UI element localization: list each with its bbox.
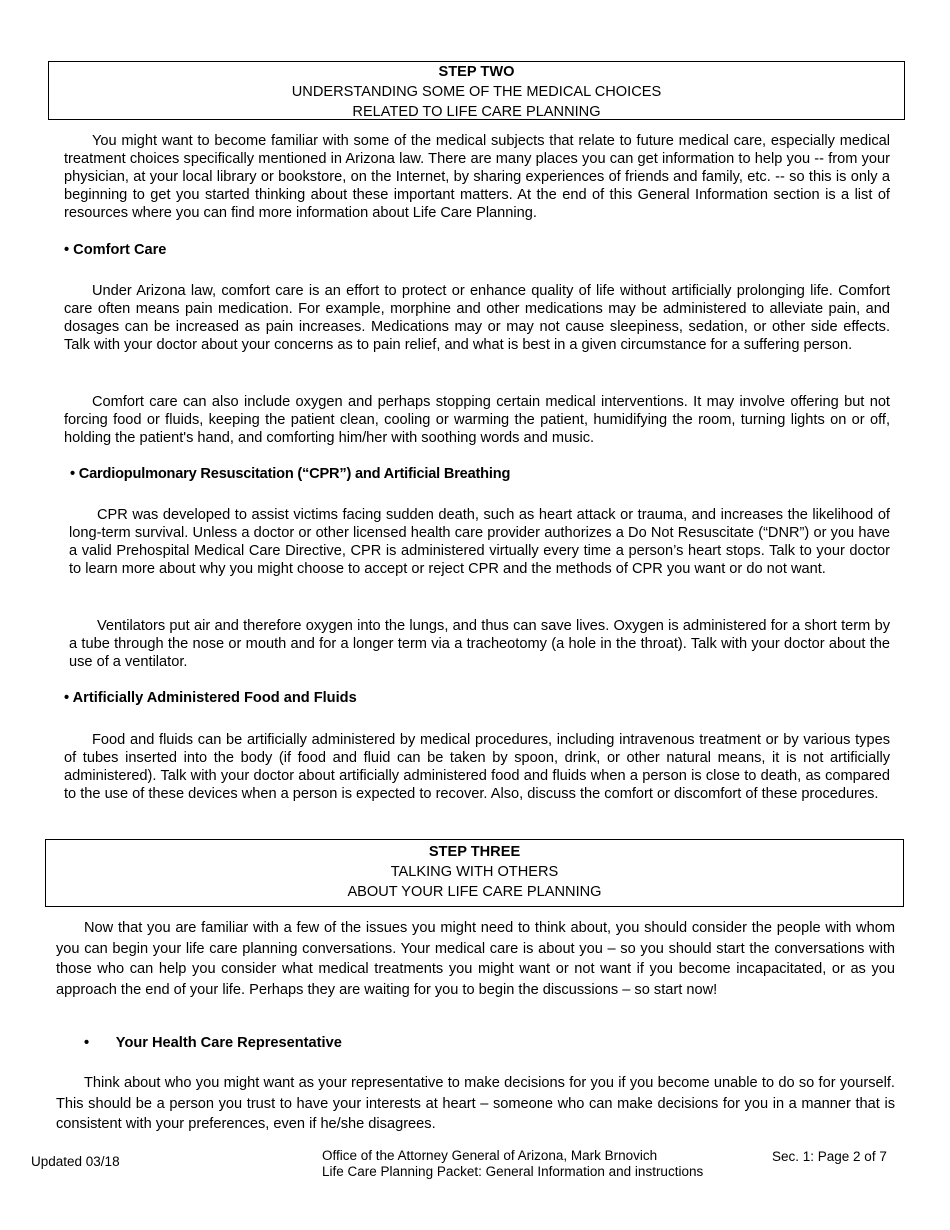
comfort-care-paragraph-2: Comfort care can also include oxygen and perhaps stopping certain medical interventions. It may involve offering but not forcing food or fluids, keeping the patient clean, cooling or warming the patient, humidifying the room, turning lights on or off, holding the patient's hand, and comforting him/her with soothing words and music. [64,394,890,446]
footer-packet-line: Life Care Planning Packet: General Information and instructions [322,1164,704,1179]
cpr-paragraph-2: Ventilators put air and therefore oxygen into the lungs, and thus can save lives. Oxygen is administered for a short term by a tube through the nose or mouth and for a longer term via a tracheotomy (a hole in the throat). Talk with your doctor about the use of a ventilator. [69,618,890,670]
step-two-title: STEP TWO [438,64,515,80]
food-fluids-paragraph: Food and fluids can be artificially administered by medical procedures, including intravenous treatment or by various types of tubes inserted into the body (if food and fluid can be taken by spoon, drink, or other natural means, it is not artificially administered). Talk with your doctor about artificially administered food and fluids when a person is close to death, as compared to the use of these devices when a person is expected to recover. Also, discuss the comfort or discomfort of these procedures. [64,732,890,802]
cpr-paragraph-1: CPR was developed to assist victims facing sudden death, such as heart attack or trauma, and increases the likelihood of long-term survival. Unless a doctor or other licensed health care provider authorizes a Do Not Resuscitate (“DNR”) or you have a valid Prehospital Medical Care Directive, CPR is administered virtually every time a person’s heart stops. Talk to your doctor to learn more about why you might choose to accept or reject CPR and the methods of CPR you want or do not want. [69,507,890,577]
footer-page-number: Sec. 1: Page 2 of 7 [772,1149,887,1164]
step-three-paragraph: Now that you are familiar with a few of the issues you might need to think about, you should consider the people with whom you can begin your life care planning conversations. Your medical care is about you – so you should start the conversations with those who can help you consider what medical treatments you might want or not want if you become incapacitated, or as you approach the end of your life. Perhaps they are waiting for you to begin the discussions – so start now! [56,920,895,998]
step-three-title: STEP THREE [428,844,521,860]
step-two-subtitle-line2: RELATED TO LIFE CARE PLANNING [352,104,601,120]
representative-heading: Your Health Care Representative [115,1035,342,1051]
intro-paragraph: You might want to become familiar with some of the medical subjects that relate to future medical care, especially medical treatment choices specifically mentioned in Arizona law. There are many places you can get information to help you -- from your physician, at your local library or bookstore, on the Internet, by sharing experiences of friends and family, etc. -- so this is only a beginning to get you started thinking about these important matters. At the end of this General Information section is a list of resources where you can find more information about Life Care Planning. [64,133,890,221]
footer-updated: Updated 03/18 [31,1154,120,1169]
step-three-subtitle-line2: ABOUT YOUR LIFE CARE PLANNING [347,884,602,900]
cpr-heading: • Cardiopulmonary Resuscitation (“CPR”) and Artificial Breathing [70,466,511,482]
comfort-care-paragraph-1: Under Arizona law, comfort care is an effort to protect or enhance quality of life without artificially prolonging life. Comfort care often means pain medication. For example, morphine and other medications may be administered to alleviate pain, and dosages can be increased as pain increases. Medications may or may not cause sleepiness, sedation, or other side effects. Talk with your doctor about your concerns as to pain relief, and what is best in a given circumstance for a suffering person. [64,283,890,353]
step-two-subtitle-line1: UNDERSTANDING SOME OF THE MEDICAL CHOICES [291,84,662,100]
footer-office-line: Office of the Attorney General of Arizona, Mark Brnovich [322,1148,658,1163]
step-two-header-box [48,61,905,120]
step-three-subtitle-line1: TALKING WITH OTHERS [390,864,559,880]
representative-paragraph: Think about who you might want as your representative to make decisions for you if you become unable to do so for yourself. This should be a person you trust to have your interests at heart – someone who can make decisions for you in a manner that is consistent with your preferences, even if he/she disagrees. [56,1075,895,1132]
food-fluids-heading: • Artificially Administered Food and Fluids [64,690,357,706]
footer-office [322,1148,703,1180]
comfort-care-heading: • Comfort Care [64,242,167,258]
representative-heading-row [84,1035,342,1051]
bullet-icon: • [84,1035,90,1051]
step-three-header-box [45,839,904,907]
